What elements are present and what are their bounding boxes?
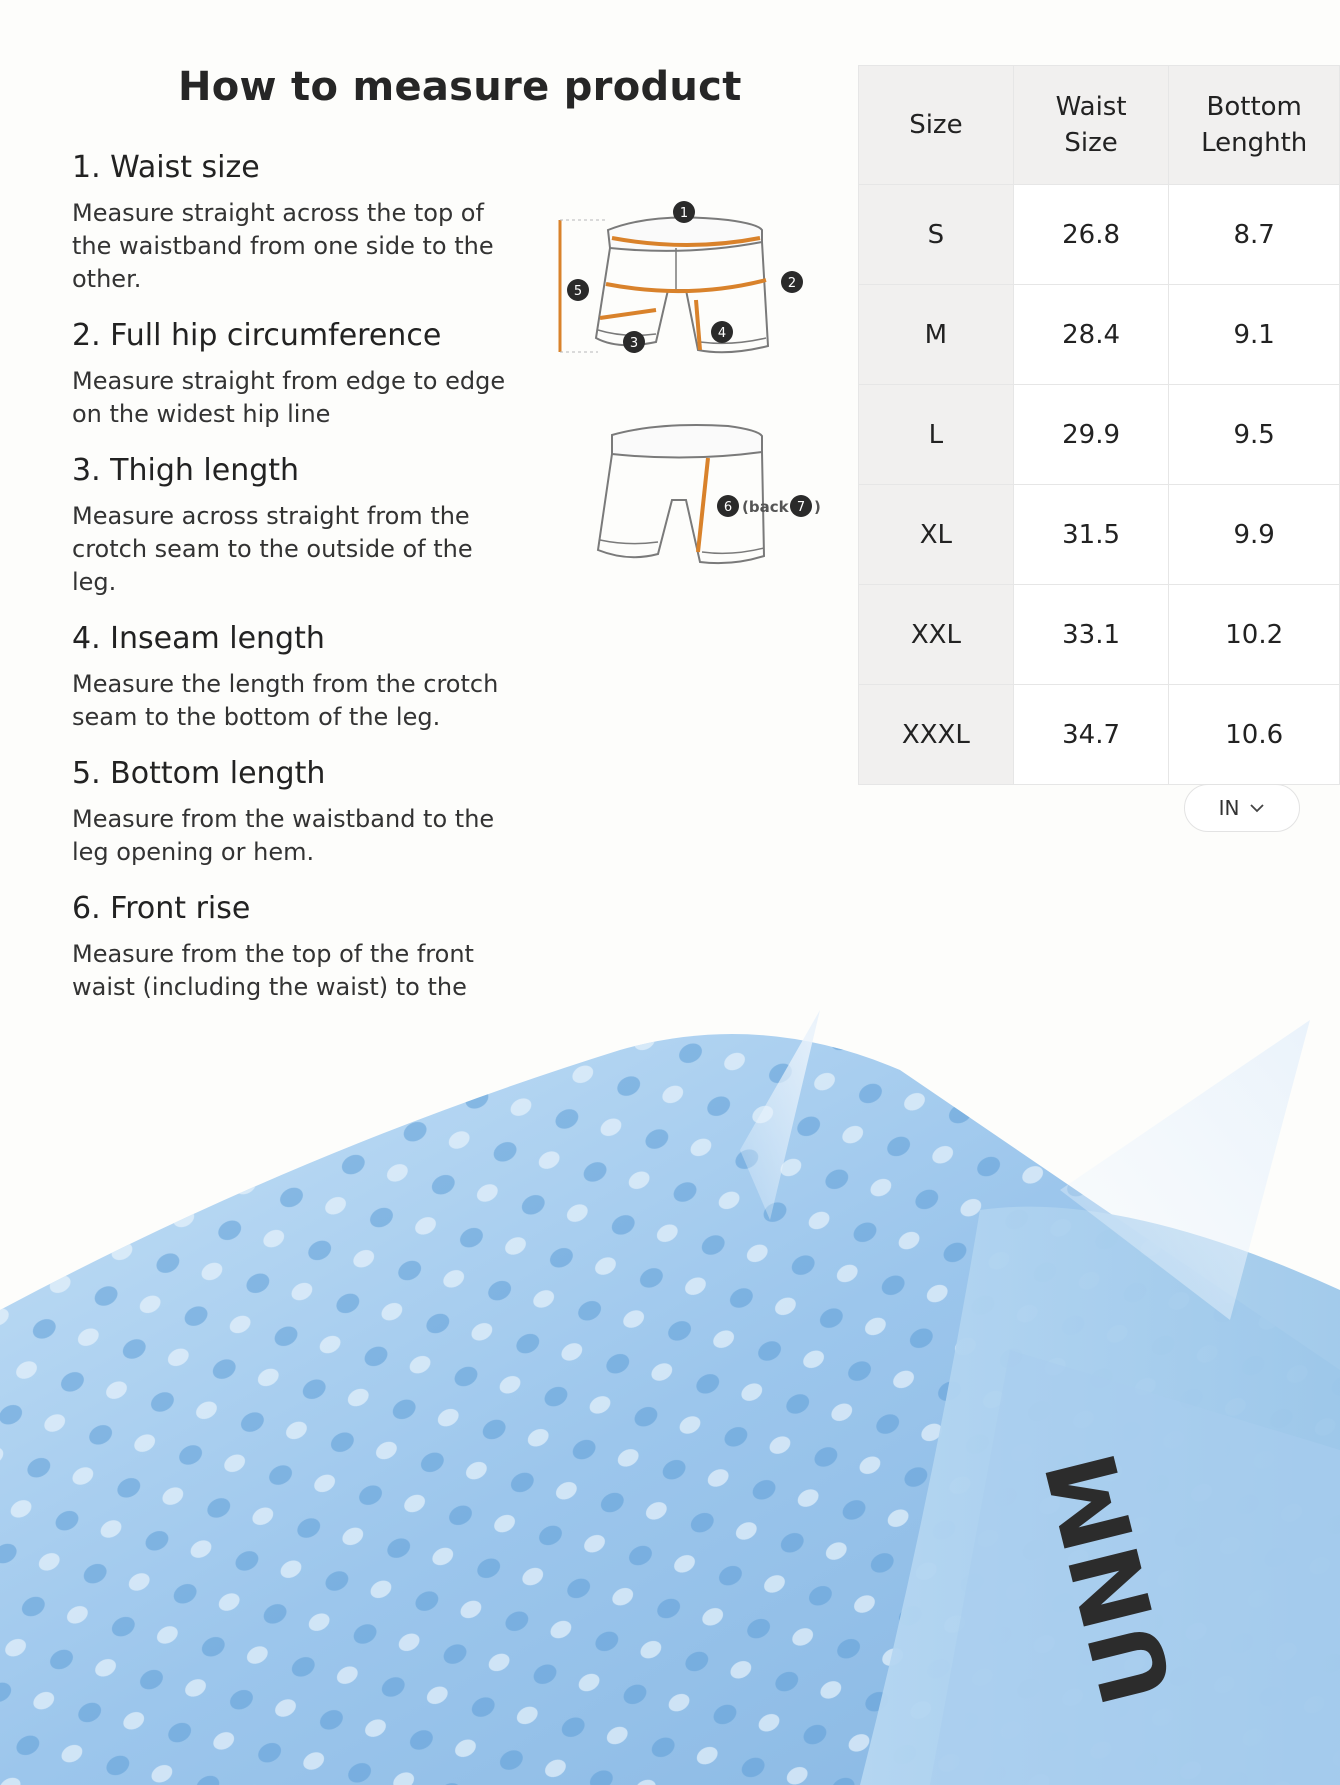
svg-text:7: 7 [796, 500, 806, 515]
cell-size: XXL [859, 585, 1014, 685]
svg-text:3: 3 [629, 336, 639, 351]
step-heading: 2. Full hip circumference [72, 318, 442, 353]
header-waist-size: Waist Size [1013, 66, 1169, 185]
cell-size: XL [859, 485, 1014, 585]
cell-size: M [859, 285, 1014, 385]
step-heading: 4. Inseam length [72, 621, 325, 656]
size-table [858, 65, 1340, 785]
cell-waist: 33.1 [1013, 585, 1169, 685]
cell-size: S [859, 185, 1014, 285]
table-row [859, 585, 1340, 685]
unit-selector[interactable] [1184, 784, 1300, 832]
marker-6 [717, 495, 739, 517]
table-row [859, 385, 1340, 485]
svg-text:6: 6 [723, 500, 733, 515]
cell-waist: 29.9 [1013, 385, 1169, 485]
svg-text:4: 4 [717, 326, 727, 341]
step-thigh-length [72, 453, 512, 599]
step-text: Measure across straight from the crotch seam to the outside of the leg. [72, 502, 473, 596]
cell-waist: 31.5 [1013, 485, 1169, 585]
header-bottom-length: Bottom Lenghth [1169, 66, 1340, 185]
size-chart [858, 65, 1340, 785]
step-text: Measure straight across the top of the waistband from one side to the other. [72, 199, 494, 293]
step-heading: 6. Front rise [72, 891, 251, 926]
step-text: Measure from the waistband to the leg opening or hem. [72, 805, 495, 866]
marker-7 [790, 495, 812, 517]
step-heading: 5. Bottom length [72, 756, 326, 791]
cell-size: XXXL [859, 685, 1014, 785]
table-header-row [859, 66, 1340, 185]
cell-bottom-length: 9.9 [1169, 485, 1340, 585]
header-size: Size [859, 66, 1014, 185]
step-front-rise [72, 891, 512, 1004]
cell-bottom-length: 8.7 [1169, 185, 1340, 285]
page-title: How to measure product [178, 64, 742, 110]
step-text: Measure straight from edge to edge on the widest hip line [72, 367, 506, 428]
table-row [859, 485, 1340, 585]
step-bottom-length [72, 756, 512, 869]
back-label: (back [742, 498, 789, 516]
marker-2 [781, 271, 803, 293]
chevron-down-icon [1249, 803, 1265, 813]
step-inseam-length [72, 621, 512, 734]
shorts-back-icon [598, 425, 764, 563]
cell-waist: 28.4 [1013, 285, 1169, 385]
marker-1 [673, 201, 695, 223]
step-heading: 1. Waist size [72, 150, 260, 185]
step-heading: 3. Thigh length [72, 453, 300, 488]
measure-guide [72, 150, 512, 1026]
cell-waist: 34.7 [1013, 685, 1169, 785]
step-full-hip [72, 318, 512, 431]
waistband-label: UNM [1024, 1441, 1196, 1716]
measure-line-rise [698, 458, 708, 552]
cell-bottom-length: 10.6 [1169, 685, 1340, 785]
cell-bottom-length: 9.5 [1169, 385, 1340, 485]
step-text: Measure the length from the crotch seam to the bottom of the leg. [72, 670, 499, 731]
marker-4 [711, 321, 733, 343]
step-waist-size [72, 150, 512, 296]
back-label-close: ) [814, 498, 821, 516]
table-row [859, 285, 1340, 385]
svg-text:1: 1 [679, 206, 689, 221]
cell-size: L [859, 385, 1014, 485]
cell-bottom-length: 10.2 [1169, 585, 1340, 685]
svg-text:2: 2 [787, 276, 797, 291]
cell-bottom-length: 9.1 [1169, 285, 1340, 385]
marker-5 [567, 279, 589, 301]
svg-text:5: 5 [573, 284, 583, 299]
cell-waist: 26.8 [1013, 185, 1169, 285]
step-text: Measure from the top of the front waist (including the waist) to the [72, 940, 474, 1001]
unit-value: IN [1218, 796, 1240, 820]
measurement-diagram [548, 190, 838, 600]
fabric-photo [0, 990, 1340, 1785]
table-row [859, 185, 1340, 285]
table-row [859, 685, 1340, 785]
marker-3 [623, 331, 645, 353]
